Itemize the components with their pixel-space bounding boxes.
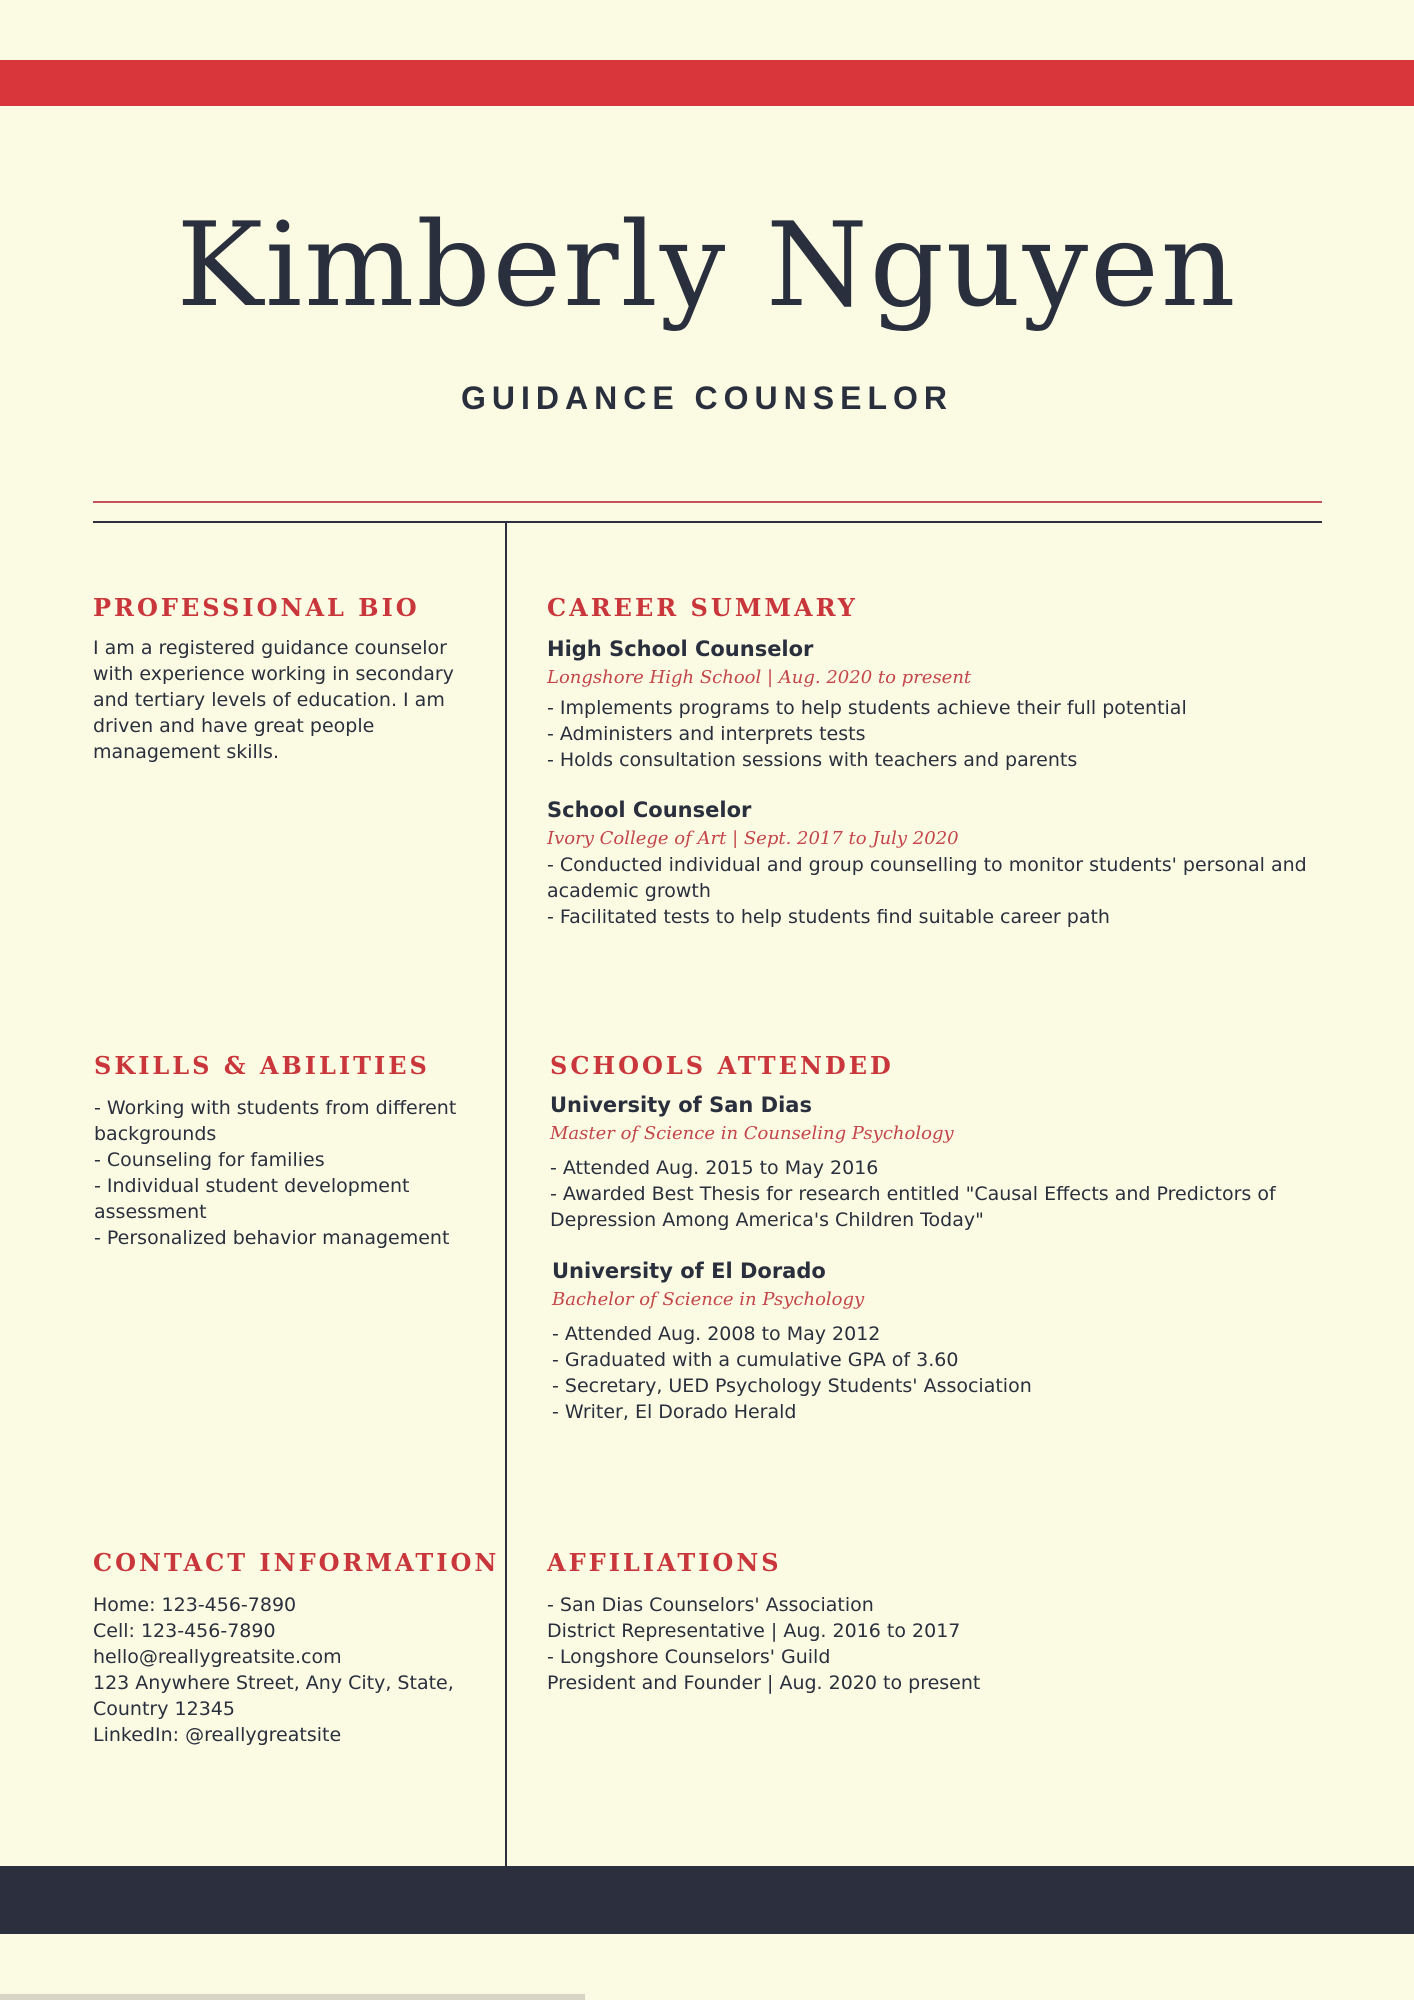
job-employer-dates: Longshore High School | Aug. 2020 to present <box>547 667 972 688</box>
school-name: University of El Dorado <box>552 1259 826 1283</box>
school-detail: - Graduated with a cumulative GPA of 3.60 <box>552 1349 959 1371</box>
job-role-title: GUIDANCE COUNSELOR <box>460 380 953 416</box>
top-accent-bar <box>0 60 1414 106</box>
bio-line: and tertiary levels of education. I am <box>93 689 445 711</box>
job-duty: - Administers and interprets tests <box>547 723 866 745</box>
school-detail: - Writer, El Dorado Herald <box>552 1401 797 1423</box>
school-detail: - Secretary, UED Psychology Students' Association <box>552 1375 1032 1397</box>
contact-home-phone: Home: 123-456-7890 <box>93 1594 297 1616</box>
job-duty: academic growth <box>547 880 711 902</box>
bio-text <box>93 635 483 765</box>
contact-heading: CONTACT INFORMATION <box>93 1548 500 1577</box>
school-detail: - Attended Aug. 2015 to May 2016 <box>550 1157 879 1179</box>
job-duty: - Holds consultation sessions with teachers and parents <box>547 749 1078 771</box>
affiliations-list <box>547 1592 1327 1696</box>
divider-dark <box>93 521 1322 523</box>
skills-section <box>94 1051 484 1251</box>
school-name: University of San Dias <box>550 1093 812 1117</box>
skill-item: - Personalized behavior management <box>94 1227 450 1249</box>
contact-address: Country 12345 <box>93 1698 235 1720</box>
skills-list <box>94 1095 484 1251</box>
bio-line: driven and have great people <box>93 715 375 737</box>
skill-item: assessment <box>94 1201 207 1223</box>
bio-section <box>93 593 483 765</box>
skill-item: - Counseling for families <box>94 1149 325 1171</box>
career-heading: CAREER SUMMARY <box>547 593 858 622</box>
school-degree: Master of Science in Counseling Psychology <box>550 1123 954 1144</box>
skill-item: - Working with students from different <box>94 1097 457 1119</box>
job-employer-dates: Ivory College of Art | Sept. 2017 to July 2020 <box>547 828 959 849</box>
bio-line: I am a registered guidance counselor <box>93 637 447 659</box>
contact-linkedin: LinkedIn: @reallygreatsite <box>93 1724 342 1746</box>
job-duty: - Implements programs to help students achieve their full potential <box>547 697 1187 719</box>
school-entry <box>550 1091 1330 1233</box>
bio-line: with experience working in secondary <box>93 663 454 685</box>
column-divider <box>505 522 507 1866</box>
affiliation-item: - San Dias Counselors' Association <box>547 1594 874 1616</box>
school-detail: - Awarded Best Thesis for research entitled "Causal Effects and Predictors of <box>550 1183 1276 1205</box>
bio-line: management skills. <box>93 741 279 763</box>
affiliations-heading: AFFILIATIONS <box>547 1548 782 1577</box>
school-detail: - Attended Aug. 2008 to May 2012 <box>552 1323 881 1345</box>
bio-heading: PROFESSIONAL BIO <box>93 593 420 622</box>
affiliation-item: - Longshore Counselors' Guild <box>547 1646 831 1668</box>
career-section <box>547 593 1327 930</box>
contact-details <box>93 1592 493 1748</box>
contact-cell-phone: Cell: 123-456-7890 <box>93 1620 276 1642</box>
skill-item: - Individual student development <box>94 1175 410 1197</box>
affiliation-item: District Representative | Aug. 2016 to 2017 <box>547 1620 961 1642</box>
bottom-accent-bar <box>0 1866 1414 1934</box>
contact-section <box>93 1548 500 1748</box>
job-duty: - Facilitated tests to help students find suitable career path <box>547 906 1110 928</box>
contact-address: 123 Anywhere Street, Any City, State, <box>93 1672 454 1694</box>
school-detail: Depression Among America's Children Today" <box>550 1209 984 1231</box>
job-title: School Counselor <box>547 798 752 822</box>
candidate-name: Kimberly Nguyen <box>176 198 1238 333</box>
job-title: High School Counselor <box>547 637 814 661</box>
school-entry <box>552 1257 1330 1425</box>
schools-heading: SCHOOLS ATTENDED <box>550 1051 894 1080</box>
school-degree: Bachelor of Science in Psychology <box>552 1289 865 1310</box>
bottom-strip <box>0 1994 585 2000</box>
divider-red <box>93 501 1322 503</box>
skills-heading: SKILLS & ABILITIES <box>94 1051 430 1080</box>
schools-section <box>550 1051 1330 1425</box>
job-duty: - Conducted individual and group counselling to monitor students' personal and <box>547 854 1307 876</box>
skill-item: backgrounds <box>94 1123 217 1145</box>
contact-email: hello@reallygreatsite.com <box>93 1646 342 1668</box>
job-entry <box>547 635 1327 773</box>
job-entry <box>547 796 1327 930</box>
affiliations-section <box>547 1548 1327 1696</box>
affiliation-item: President and Founder | Aug. 2020 to present <box>547 1672 981 1694</box>
